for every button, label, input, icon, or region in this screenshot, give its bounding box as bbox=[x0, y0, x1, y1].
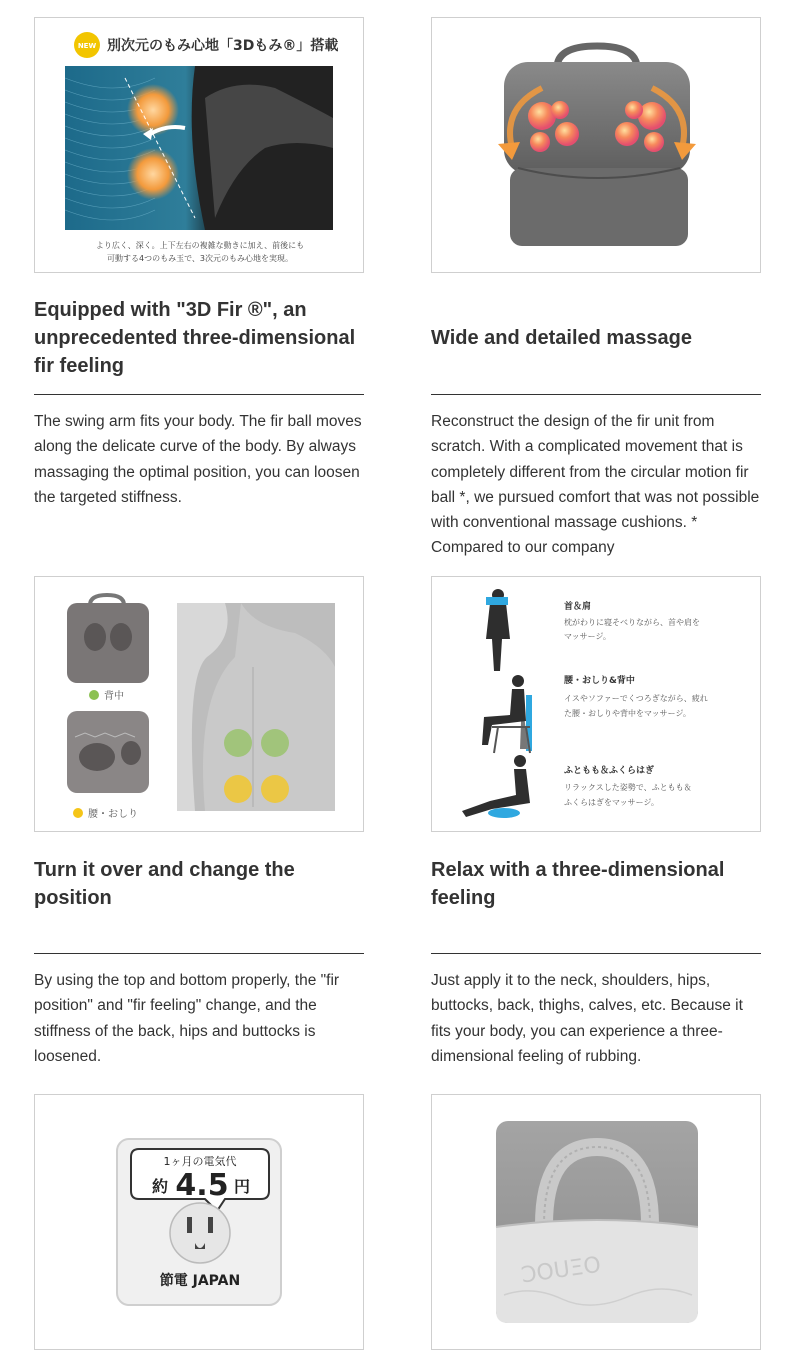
card-3-image bbox=[34, 576, 364, 832]
image-headline: 別次元のもみ心地「3Dもみ®」搭載 bbox=[107, 38, 339, 54]
bubble-top-label: 1ヶ月の電気代 bbox=[163, 1155, 237, 1168]
image-caption-line1: より広く、深く。上下左右の複雑な動きに加え、前後にも bbox=[95, 241, 305, 250]
item-3-line1: リラックスした姿勢で、ふともも＆ bbox=[564, 783, 692, 792]
figure-standing bbox=[486, 589, 510, 671]
socket bbox=[170, 1203, 230, 1263]
card-2-divider bbox=[431, 394, 761, 395]
embossed-logo: ƆOUΞO bbox=[519, 1252, 603, 1289]
card-3-divider bbox=[34, 953, 364, 954]
figure-sitting bbox=[482, 675, 532, 753]
cushion-top-side bbox=[67, 595, 149, 683]
card-1-description: The swing arm fits your body. The fir ball moves along the delicate curve of the body. By always massaging the optimal position, you can loosen the targeted stiffness. bbox=[34, 413, 362, 506]
card-1-divider bbox=[34, 394, 364, 395]
back-illustration bbox=[177, 603, 335, 811]
card-3-description: By using the top and bottom properly, the "fir position" and "fir feeling" change, and the stiffness of the back, hips and buttocks is loosened. bbox=[34, 972, 340, 1065]
item-2-heading: 腰・おしり&背中 bbox=[564, 676, 635, 686]
card-2-image bbox=[431, 17, 761, 273]
item-1-line2: マッサージ。 bbox=[564, 632, 611, 641]
card-2-title: Wide and detailed massage bbox=[431, 327, 693, 349]
card-4-divider bbox=[431, 953, 761, 954]
hips-dot bbox=[73, 808, 83, 818]
card-1-image bbox=[34, 17, 364, 273]
card-3-title: Turn it over and change the position bbox=[34, 859, 295, 909]
item-1-line1: 枕がわりに寝そべりながら、首や肩を bbox=[564, 618, 700, 627]
card-4-title: Relax with a three-dimensional feeling bbox=[431, 859, 725, 909]
cushion-bottom-side bbox=[67, 711, 149, 793]
price-unit: 円 bbox=[233, 1177, 251, 1196]
bottom-label: 節電 JAPAN bbox=[159, 1273, 241, 1289]
new-badge-text: NEW bbox=[77, 42, 97, 50]
cushion-illustration bbox=[432, 18, 761, 273]
card-5-image bbox=[34, 1094, 364, 1350]
card-6-image bbox=[431, 1094, 761, 1350]
item-3-line2: ふくらはぎをマッサージ。 bbox=[564, 798, 659, 807]
price-prefix: 約 bbox=[151, 1177, 169, 1196]
item-2-line1: イスやソファーでくつろぎながら、疲れ bbox=[564, 694, 708, 703]
item-2-line2: た腰・おしりや背中をマッサージ。 bbox=[564, 709, 691, 718]
item-3-heading: ふともも＆ふくらはぎ bbox=[564, 766, 655, 776]
card-2-description: Reconstruct the design of the fir unit from scratch. With a complicated movement that is completely different from the circular motion fir ball *, we pursued comfort that was not possible with conventional massage cushions. * Compared to our company bbox=[431, 413, 760, 557]
label-back: 背中 bbox=[104, 691, 124, 702]
image-caption-line2: 可動する4つのもみ玉で、3次元のもみ心地を実現。 bbox=[106, 254, 294, 263]
card-4-description: Just apply it to the neck, shoulders, hips, buttocks, back, thighs, calves, etc. Because it fits your body, you can experience a three-dimensional feeling of rubbing. bbox=[431, 972, 743, 1065]
card-1-title: Equipped with "3D Fir ®", an unprecedented three-dimensional fir feeling bbox=[34, 299, 356, 377]
card-4-image bbox=[431, 576, 761, 832]
item-1-heading: 首＆肩 bbox=[564, 602, 592, 612]
figure-reclining bbox=[462, 755, 530, 818]
label-hips: 腰・おしり bbox=[88, 809, 138, 820]
back-dot bbox=[89, 690, 99, 700]
price-value: 4.5 bbox=[175, 1168, 229, 1203]
